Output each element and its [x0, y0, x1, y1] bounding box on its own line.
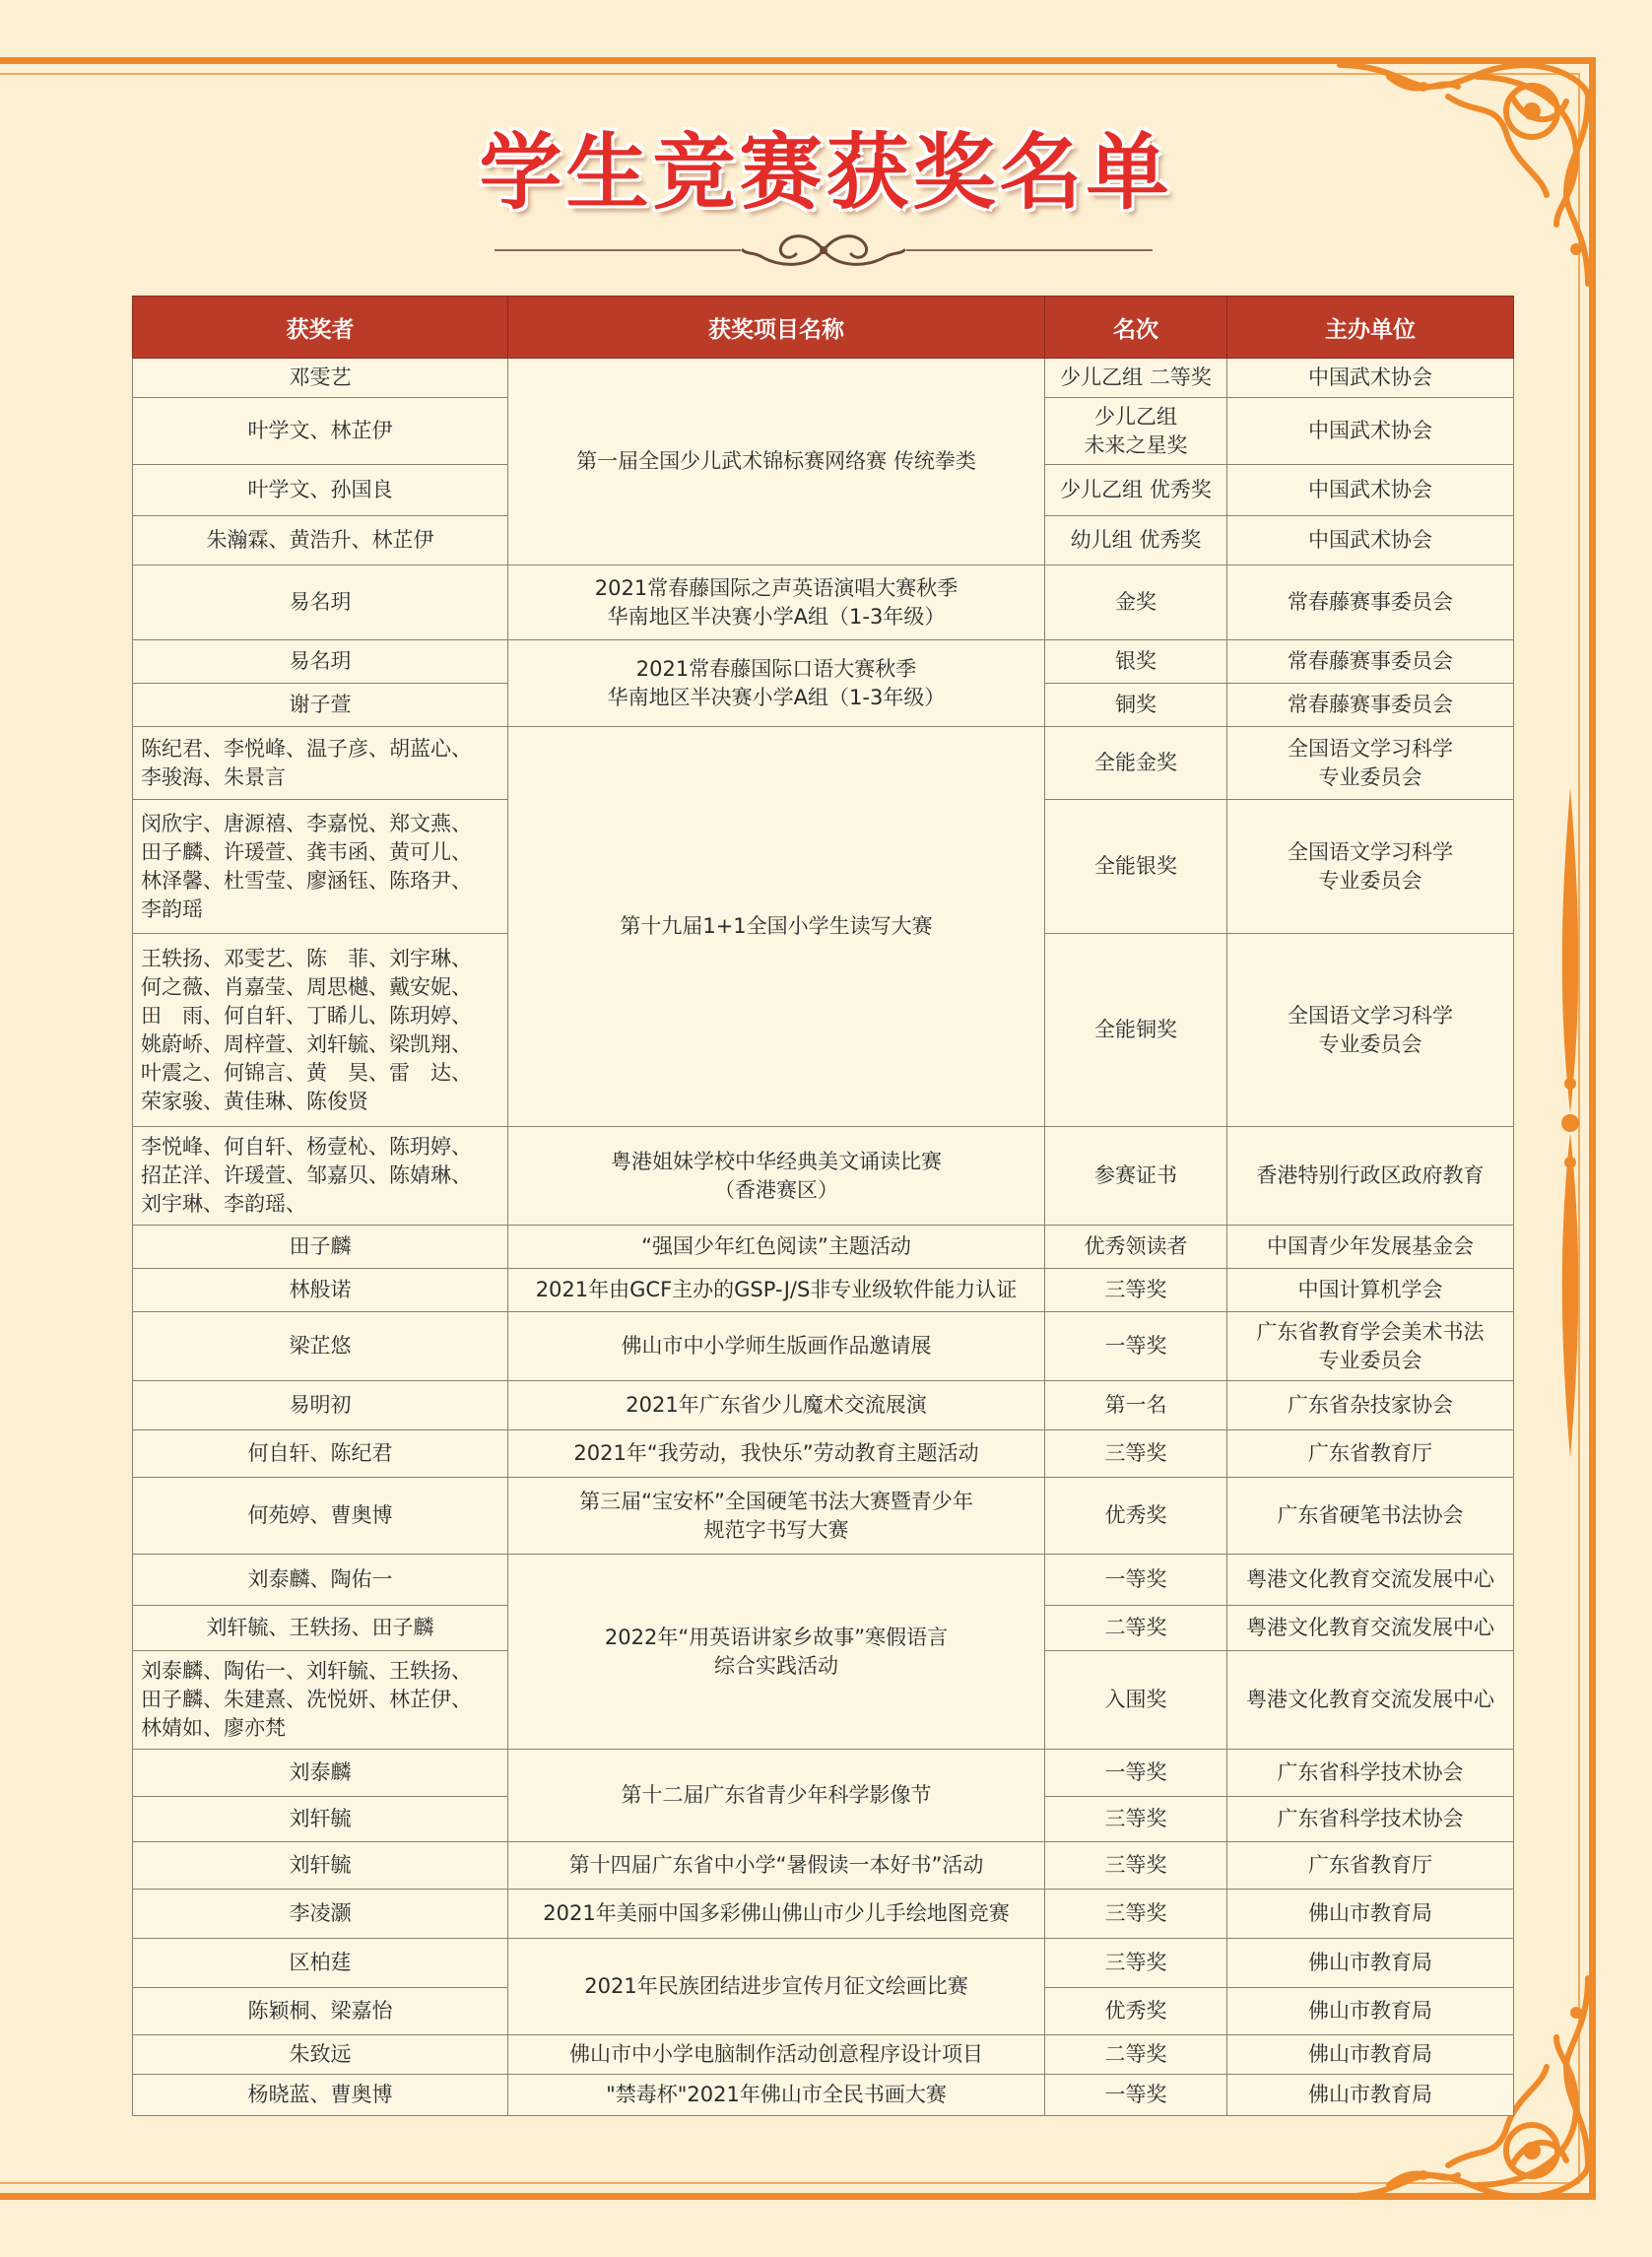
winners-cell: 易名玥: [133, 565, 508, 640]
winners-cell: 刘泰麟: [133, 1750, 508, 1797]
organizer-cell: 广东省杂技家协会: [1227, 1381, 1514, 1430]
rank-cell: 全能银奖: [1045, 800, 1227, 934]
awards-table: [132, 296, 1514, 2116]
organizer-cell: 全国语文学习科学 专业委员会: [1227, 800, 1514, 934]
organizer-cell: 香港特别行政区政府教育: [1227, 1127, 1514, 1226]
organizer-cell: 中国青少年发展基金会: [1227, 1226, 1514, 1269]
project-cell: 第十二届广东省青少年科学影像节: [508, 1750, 1045, 1842]
project-cell: 2021年美丽中国多彩佛山佛山市少儿手绘地图竞赛: [508, 1890, 1045, 1939]
table-row: [133, 2035, 1514, 2075]
winners-cell: 李凌灏: [133, 1890, 508, 1939]
rank-cell: 全能金奖: [1045, 727, 1227, 800]
table-row: [133, 1127, 1514, 1226]
rank-cell: 优秀奖: [1045, 1988, 1227, 2035]
table-row: [133, 1890, 1514, 1939]
scroll-flourish-icon: [495, 229, 1153, 272]
rank-cell: 三等奖: [1045, 1890, 1227, 1939]
winners-cell: 易名玥: [133, 640, 508, 684]
winners-cell: 区柏莛: [133, 1939, 508, 1988]
project-cell: 2021年“我劳动，我快乐”劳动教育主题活动: [508, 1430, 1045, 1478]
organizer-cell: 常春藤赛事委员会: [1227, 684, 1514, 727]
project-cell: 2021年民族团结进步宣传月征文绘画比赛: [508, 1939, 1045, 2035]
project-cell: 第十四届广东省中小学“暑假读一本好书”活动: [508, 1842, 1045, 1890]
rank-cell: 全能铜奖: [1045, 934, 1227, 1127]
winners-cell: 刘轩毓: [133, 1842, 508, 1890]
organizer-cell: 广东省教育学会美术书法 专业委员会: [1227, 1312, 1514, 1381]
organizer-cell: 广东省硬笔书法协会: [1227, 1478, 1514, 1555]
rank-cell: 三等奖: [1045, 1269, 1227, 1312]
organizer-cell: 佛山市教育局: [1227, 1988, 1514, 2035]
table-header-row: [133, 297, 1514, 359]
rank-cell: 金奖: [1045, 565, 1227, 640]
header-project: 获奖项目名称: [508, 297, 1045, 359]
project-cell: 粤港姐妹学校中华经典美文诵读比赛 （香港赛区）: [508, 1127, 1045, 1226]
organizer-cell: 佛山市教育局: [1227, 1939, 1514, 1988]
winners-cell: 田子麟: [133, 1226, 508, 1269]
winners-cell: 朱瀚霖、黄浩升、林芷伊: [133, 516, 508, 565]
winners-cell: 刘泰麟、陶佑一: [133, 1555, 508, 1606]
rank-cell: 一等奖: [1045, 1312, 1227, 1381]
project-cell: 第三届“宝安杯”全国硬笔书法大赛暨青少年 规范字书写大赛: [508, 1478, 1045, 1555]
organizer-cell: 全国语文学习科学 专业委员会: [1227, 727, 1514, 800]
organizer-cell: 中国武术协会: [1227, 465, 1514, 516]
table-row: [133, 565, 1514, 640]
winners-cell: 林般诺: [133, 1269, 508, 1312]
table-row: [133, 1430, 1514, 1478]
organizer-cell: 广东省科学技术协会: [1227, 1797, 1514, 1842]
rank-cell: 铜奖: [1045, 684, 1227, 727]
organizer-cell: 粤港文化教育交流发展中心: [1227, 1555, 1514, 1606]
winners-cell: 刘泰麟、陶佑一、刘轩毓、王轶扬、 田子麟、朱建熹、冼悦妍、林芷伊、 林婧如、廖亦梵: [133, 1651, 508, 1750]
winners-cell: 王轶扬、邓雯艺、陈 菲、刘宇琳、 何之薇、肖嘉莹、周思樾、戴安妮、 田 雨、何自轩、丁睎儿、陈玥婷、 姚蔚峤、周梓萱、刘轩毓、梁凯翔、 叶震之、何锦言、黄 昊、雷 达、 荣家骏、黄佳琳、陈俊贤: [133, 934, 508, 1127]
winners-cell: 何苑婷、曹奥博: [133, 1478, 508, 1555]
winners-cell: 邓雯艺: [133, 359, 508, 398]
project-cell: 2021年广东省少儿魔术交流展演: [508, 1381, 1045, 1430]
winners-cell: 陈纪君、李悦峰、温子彦、胡蓝心、 李骏海、朱景言: [133, 727, 508, 800]
header-organizer: 主办单位: [1227, 297, 1514, 359]
organizer-cell: 中国计算机学会: [1227, 1269, 1514, 1312]
rank-cell: 参赛证书: [1045, 1127, 1227, 1226]
rank-cell: 入围奖: [1045, 1651, 1227, 1750]
rank-cell: 三等奖: [1045, 1797, 1227, 1842]
organizer-cell: 广东省教育厅: [1227, 1842, 1514, 1890]
organizer-cell: 中国武术协会: [1227, 398, 1514, 465]
organizer-cell: 中国武术协会: [1227, 516, 1514, 565]
project-cell: "禁毒杯"2021年佛山市全民书画大赛: [508, 2075, 1045, 2116]
winners-cell: 朱致远: [133, 2035, 508, 2075]
rank-cell: 三等奖: [1045, 1842, 1227, 1890]
table-row: [133, 1312, 1514, 1381]
winners-cell: 梁芷悠: [133, 1312, 508, 1381]
winners-cell: 刘轩毓: [133, 1797, 508, 1842]
rank-cell: 幼儿组 优秀奖: [1045, 516, 1227, 565]
organizer-cell: 全国语文学习科学 专业委员会: [1227, 934, 1514, 1127]
rank-cell: 三等奖: [1045, 1430, 1227, 1478]
project-cell: 2021常春藤国际口语大赛秋季 华南地区半决赛小学A组（1-3年级）: [508, 640, 1045, 727]
side-ornament-icon: [1551, 788, 1590, 1458]
rank-cell: 优秀领读者: [1045, 1226, 1227, 1269]
winners-cell: 谢子萱: [133, 684, 508, 727]
rank-cell: 一等奖: [1045, 1555, 1227, 1606]
rank-cell: 少儿乙组 未来之星奖: [1045, 398, 1227, 465]
table-row: [133, 1226, 1514, 1269]
rank-cell: 银奖: [1045, 640, 1227, 684]
organizer-cell: 粤港文化教育交流发展中心: [1227, 1651, 1514, 1750]
table-row: [133, 1381, 1514, 1430]
winners-cell: 陈颖桐、梁嘉怡: [133, 1988, 508, 2035]
organizer-cell: 粤港文化教育交流发展中心: [1227, 1606, 1514, 1651]
header-winners: 获奖者: [133, 297, 508, 359]
organizer-cell: 广东省教育厅: [1227, 1430, 1514, 1478]
winners-cell: 闵欣宇、唐源禧、李嘉悦、郑文燕、 田子麟、许瑗萱、龚韦函、黄可儿、 林泽馨、杜雪莹、廖涵钰、陈珞尹、 李韵瑶: [133, 800, 508, 934]
winners-cell: 易明初: [133, 1381, 508, 1430]
header-rank: 名次: [1045, 297, 1227, 359]
table-row: [133, 1478, 1514, 1555]
project-cell: 2021年由GCF主办的GSP-J/S非专业级软件能力认证: [508, 1269, 1045, 1312]
organizer-cell: 佛山市教育局: [1227, 2035, 1514, 2075]
project-cell: 第一届全国少儿武术锦标赛网络赛 传统拳类: [508, 359, 1045, 565]
organizer-cell: 佛山市教育局: [1227, 1890, 1514, 1939]
organizer-cell: 中国武术协会: [1227, 359, 1514, 398]
rank-cell: 一等奖: [1045, 2075, 1227, 2116]
winners-cell: 刘轩毓、王轶扬、田子麟: [133, 1606, 508, 1651]
page-title: 学生竞赛获奖名单: [479, 124, 1173, 221]
project-cell: 2022年“用英语讲家乡故事”寒假语言 综合实践活动: [508, 1555, 1045, 1750]
table-row: [133, 1939, 1514, 1988]
winners-cell: 叶学文、林芷伊: [133, 398, 508, 465]
rank-cell: 二等奖: [1045, 2035, 1227, 2075]
organizer-cell: 广东省科学技术协会: [1227, 1750, 1514, 1797]
table-row: [133, 727, 1514, 800]
project-cell: 佛山市中小学电脑制作活动创意程序设计项目: [508, 2035, 1045, 2075]
table-row: [133, 640, 1514, 684]
winners-cell: 杨晓蓝、曹奥博: [133, 2075, 508, 2116]
winners-cell: 李悦峰、何自轩、杨壹杺、陈玥婷、 招芷洋、许瑗萱、邹嘉贝、陈婧琳、 刘宇琳、李韵瑶、: [133, 1127, 508, 1226]
table-row: [133, 1269, 1514, 1312]
organizer-cell: 佛山市教育局: [1227, 2075, 1514, 2116]
rank-cell: 少儿乙组 二等奖: [1045, 359, 1227, 398]
rank-cell: 第一名: [1045, 1381, 1227, 1430]
winners-cell: 何自轩、陈纪君: [133, 1430, 508, 1478]
rank-cell: 二等奖: [1045, 1606, 1227, 1651]
organizer-cell: 常春藤赛事委员会: [1227, 640, 1514, 684]
table-row: [133, 1842, 1514, 1890]
organizer-cell: 常春藤赛事委员会: [1227, 565, 1514, 640]
table-row: [133, 359, 1514, 398]
rank-cell: 一等奖: [1045, 1750, 1227, 1797]
rank-cell: 少儿乙组 优秀奖: [1045, 465, 1227, 516]
project-cell: 佛山市中小学师生版画作品邀请展: [508, 1312, 1045, 1381]
table-row: [133, 1555, 1514, 1606]
rank-cell: 优秀奖: [1045, 1478, 1227, 1555]
rank-cell: 三等奖: [1045, 1939, 1227, 1988]
winners-cell: 叶学文、孙国良: [133, 465, 508, 516]
project-cell: “强国少年红色阅读”主题活动: [508, 1226, 1045, 1269]
table-row: [133, 2075, 1514, 2116]
project-cell: 第十九届1+1全国小学生读写大赛: [508, 727, 1045, 1127]
project-cell: 2021常春藤国际之声英语演唱大赛秋季 华南地区半决赛小学A组（1-3年级）: [508, 565, 1045, 640]
table-row: [133, 1750, 1514, 1797]
